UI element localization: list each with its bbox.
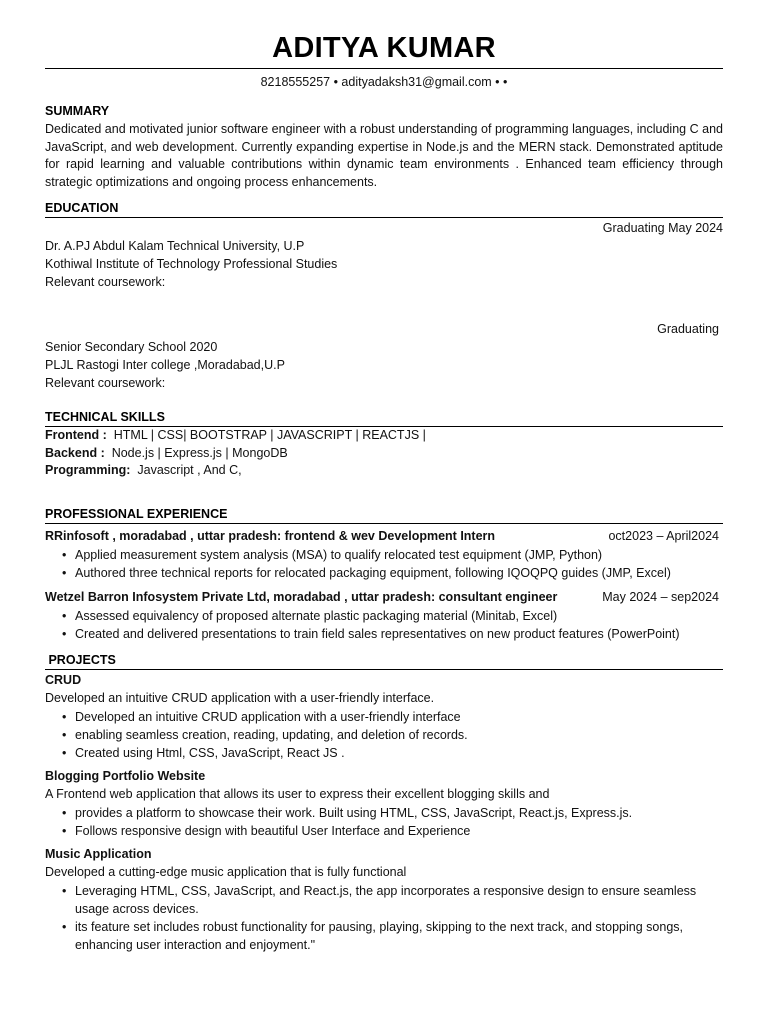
candidate-name: ADITYA KUMAR [272,32,496,64]
education-school: Senior Secondary School 2020 [45,340,218,354]
job-dates: May 2024 – sep2024 [602,589,719,604]
list-item: • its feature set includes robust functionality for pausing, playing, skipping to the next track, and stopping songs, enhancing user interaction and enjoyment." [45,918,723,954]
skill-row-backend [45,445,723,463]
list-item: • Assessed equivalency of proposed alternate plastic packaging material (Minitab, Excel) [45,607,723,625]
project-title: Music Application [45,846,152,861]
project-desc: A Frontend web application that allows its user to express their excellent blogging skills and [45,786,550,801]
job-title: RRinfosoft , moradabad , uttar pradesh: frontend & wev Development Intern [45,528,496,543]
project-desc: Developed a cutting-edge music application that is fully functional [45,864,407,879]
experience-heading: PROFESSIONAL EXPERIENCE [45,506,723,524]
projects-heading: PROJECTS [45,652,723,670]
list-item: • provides a platform to showcase their work. Built using HTML, CSS, JavaScript, React.js, Express.js. [45,804,723,822]
project-bullets [45,882,723,954]
skill-value: Node.js | Express.js | MongoDB [111,445,288,460]
list-item: • Follows responsive design with beautiful User Interface and Experience [45,822,723,840]
skill-label: Programming: [45,463,131,477]
project-desc: Developed an intuitive CRUD application with a user-friendly interface. [45,690,435,705]
project-title: CRUD [45,672,82,687]
skill-row-frontend [45,427,723,445]
project-title: Blogging Portfolio Website [45,768,206,783]
skills-heading: TECHNICAL SKILLS [45,409,723,427]
education-coursework: Relevant coursework: [45,275,166,289]
education-entry [45,320,723,392]
contact-line: 8218555257 • adityadaksh31@gmail.com • • [260,75,508,89]
job-header [45,588,723,606]
list-item: • enabling seamless creation, reading, updating, and deletion of records. [45,726,723,744]
resume-page [45,0,723,956]
skill-value: HTML | CSS| BOOTSTRAP | JAVASCRIPT | REACTJS | [113,428,426,442]
job-header [45,527,723,545]
education-status: Graduating [657,322,719,336]
job-bullets [45,607,723,643]
name-divider [45,68,723,69]
education-heading: EDUCATION [45,200,723,218]
project-bullets [45,804,723,840]
education-entry [45,219,723,291]
list-item: • Created using Html, CSS, JavaScript, React JS . [45,744,723,762]
job-bullets [45,546,723,582]
skill-value: Javascript , And C, [137,463,242,477]
education-gap [45,291,723,319]
list-item: • Leveraging HTML, CSS, JavaScript, and React.js, the app incorporates a responsive design to ensure seamless usage across devices. [45,882,723,918]
summary-heading: SUMMARY [45,104,110,118]
list-item: • Applied measurement system analysis (MSA) to qualify relocated test equipment (JMP, Python) [45,546,723,564]
job-title: Wetzel Barron Infosystem Private Ltd, moradabad , uttar pradesh: consultant engineer [45,589,558,604]
project-bullets [45,708,723,762]
skill-row-programming [45,462,723,480]
job-dates: oct2023 – April2024 [608,528,719,543]
job-entry [45,588,723,643]
education-college: PLJL Rastogi Inter college ,Moradabad,U.P [45,358,285,372]
project-entry [45,671,723,762]
education-school: Dr. A.PJ Abdul Kalam Technical University, U.P [45,239,305,253]
job-entry [45,527,723,582]
project-entry [45,767,723,840]
list-item: • Created and delivered presentations to train field sales representatives on new product features (PowerPoint) [45,625,723,643]
education-status: Graduating May 2024 [602,221,723,235]
summary-text: Dedicated and motivated junior software engineer with a robust understanding of programming languages, including C and JavaScript, and web development. Currently expanding expertise in Node.js and the MERN stack. Demonstrated aptitude for rapid learning and valuable contributions within dynamic team environments . Enhanced team efficiency through strategic optimizations and ongoing process enhancements. [45,122,723,189]
list-item: • Developed an intuitive CRUD application with a user-friendly interface [45,708,723,726]
skill-label: Frontend : [45,428,107,442]
education-coursework: Relevant coursework: [45,376,166,390]
education-college: Kothiwal Institute of Technology Professional Studies [45,257,338,271]
project-entry [45,845,723,954]
list-item: • Authored three technical reports for relocated packaging equipment, following IQOQPQ guides (JMP, Excel) [45,564,723,582]
skill-label: Backend : [45,445,105,460]
